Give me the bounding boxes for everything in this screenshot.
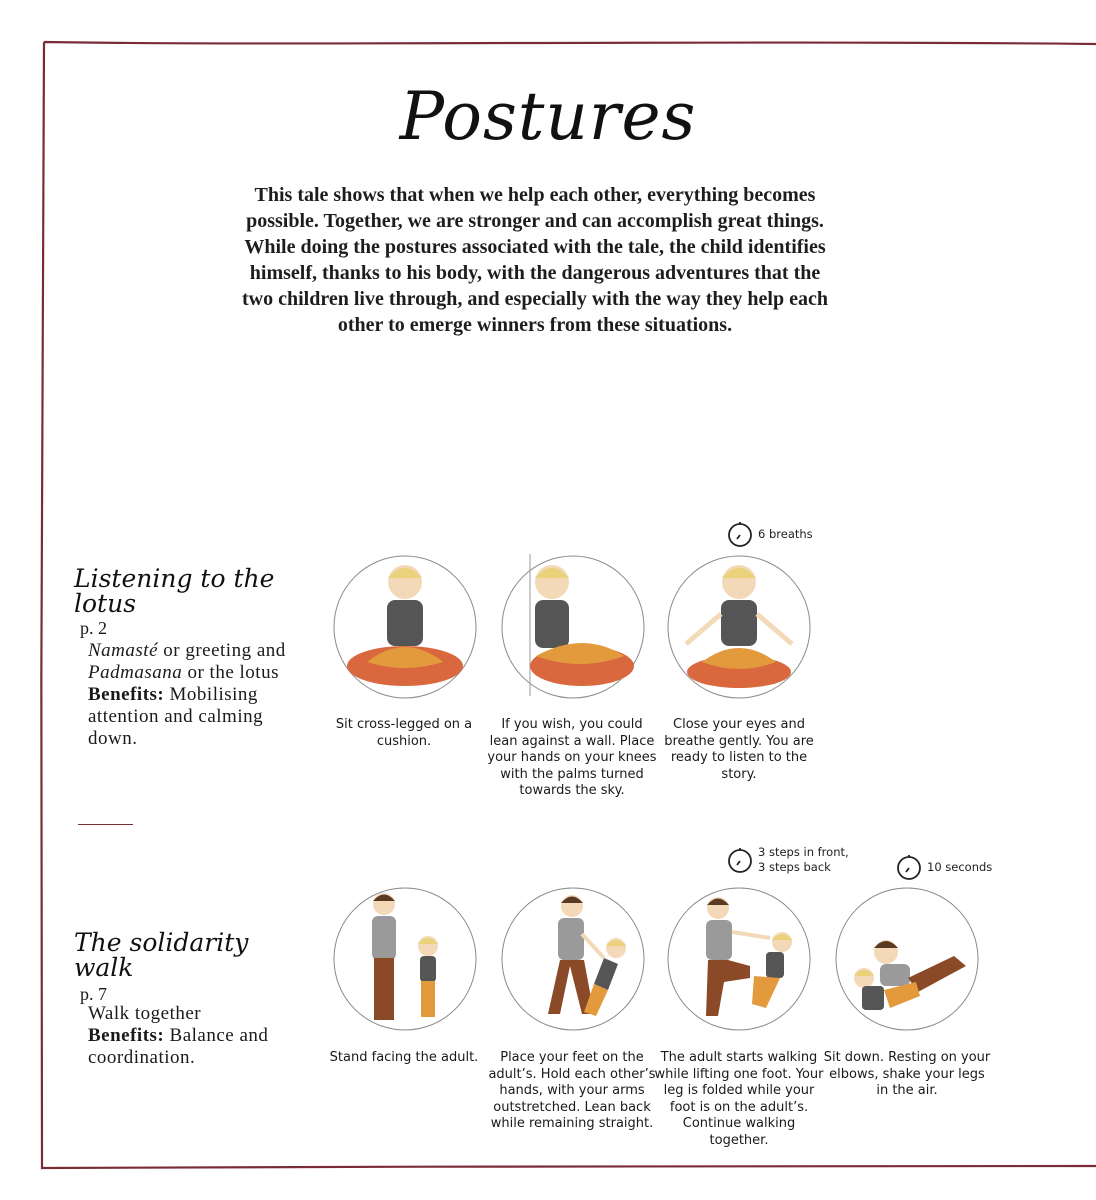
intro-paragraph: This tale shows that when we help each other, everything becomes possible. Together, we are stronger and can accomplish great things. While doing the postures associated with the tale, the child identifies himself, thanks to his body, with the dangerous adventures that the two children live through, and especially with the way they help each other to emerge winners from these situations. — [242, 184, 828, 336]
posture-caption: The adult starts walking while lifting one foot. Your leg is folded while your foot is on the adult’s. Continue walking together. — [654, 1050, 824, 1148]
child-facing-adult-illustration — [332, 886, 478, 1032]
stopwatch-icon — [726, 846, 754, 874]
posture-caption: Close your eyes and breathe gently. You are ready to listen to the story. — [664, 717, 814, 782]
term-namaste: Namasté — [88, 640, 158, 661]
benefits-text: Balance and coordination. — [88, 1025, 269, 1068]
posture-caption: Place your feet on the adult’s. Hold each other’s hands, with your arms outstretched. Lean back while remaining straight. — [488, 1050, 656, 1131]
timer-text: 3 steps in front, — [758, 845, 849, 859]
desc-text: or greeting and — [158, 640, 286, 661]
benefits-text: Mobilising attention and calming down. — [88, 684, 264, 749]
stopwatch-icon — [726, 520, 754, 548]
posture-caption: Sit down. Resting on your elbows, shake your legs in the air. — [823, 1050, 991, 1098]
section-description — [88, 1003, 303, 1069]
posture-caption: If you wish, you could lean against a wall. Place your hands on your knees with the palms turned towards the sky. — [487, 717, 657, 798]
term-padmasana: Padmasana — [88, 662, 183, 683]
section-description — [88, 640, 303, 750]
page-reference: p. 7 — [80, 984, 107, 1004]
benefits-label: Benefits: — [88, 684, 165, 705]
page-reference: p. 2 — [80, 618, 107, 638]
child-eyes-closed-illustration — [666, 554, 812, 700]
section-title-lotus — [74, 566, 304, 616]
page-title: Postures — [399, 78, 697, 155]
timer-text: 3 steps back — [758, 860, 831, 874]
timer-badge — [726, 520, 813, 548]
benefits-label: Benefits: — [88, 1025, 165, 1046]
desc-text: or the lotus — [182, 662, 279, 683]
timer-text-steps — [758, 845, 849, 875]
sitting-legs-in-air-illustration — [834, 886, 980, 1032]
timer-text: 6 breaths — [758, 526, 813, 541]
walking-together-illustration — [666, 886, 812, 1032]
section-title-solidarity — [74, 930, 304, 980]
section-title-line: Listening to the — [74, 564, 275, 593]
timer-text: 10 seconds — [927, 859, 993, 874]
section-divider — [78, 824, 133, 825]
child-leaning-against-wall-illustration — [500, 554, 646, 700]
child-sitting-cross-legged-illustration — [332, 554, 478, 700]
timer-badge — [726, 845, 849, 875]
section-title-line: walk — [74, 953, 134, 982]
posture-caption: Stand facing the adult. — [329, 1050, 479, 1065]
posture-caption: Sit cross-legged on a cushion. — [335, 717, 473, 749]
child-on-adult-feet-illustration — [500, 886, 646, 1032]
section-title-line: The solidarity — [74, 928, 249, 957]
desc-text: Walk together — [88, 1003, 202, 1024]
timer-badge — [895, 853, 992, 881]
stopwatch-icon — [895, 853, 923, 881]
section-title-line: lotus — [74, 589, 137, 618]
